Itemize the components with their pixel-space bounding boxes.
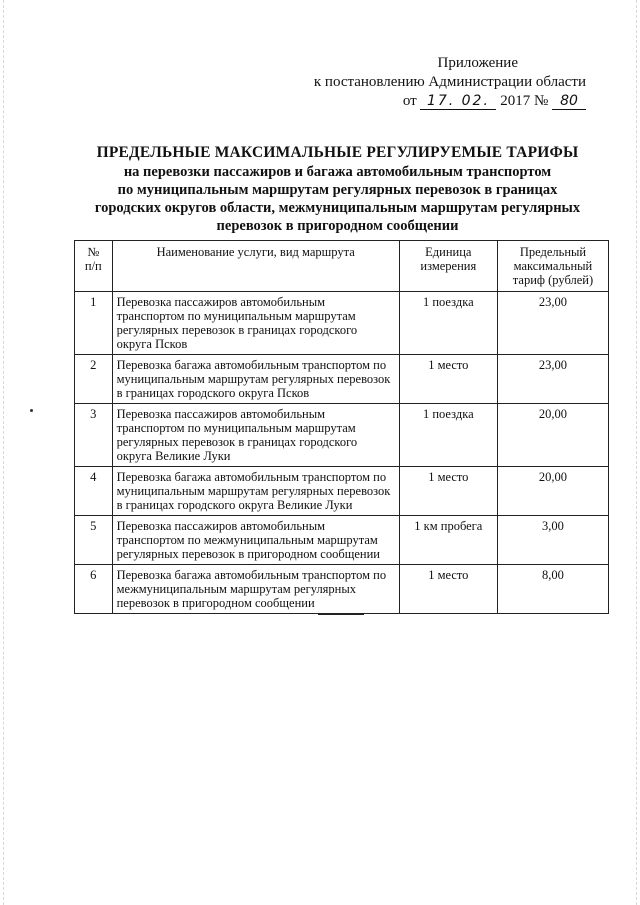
header-tariff: Предельный максимальный тариф (рублей) xyxy=(497,241,608,292)
row-number: 4 xyxy=(75,467,113,516)
table-row xyxy=(75,467,609,516)
row-number: 2 xyxy=(75,355,113,404)
row-number: 1 xyxy=(75,292,113,355)
row-service-name: Перевозка багажа автомобильным транспортом по муниципальным маршрутам регулярных перевозок в границах городского округа Псков xyxy=(112,355,399,404)
table-row xyxy=(75,355,609,404)
row-service-name: Перевозка пассажиров автомобильным транспортом по межмуниципальным маршрутам регулярных перевозок в пригородном сообщении xyxy=(112,516,399,565)
appendix-handwritten-date: 17. 02. xyxy=(420,94,496,110)
appendix-title: Приложение xyxy=(437,55,518,71)
scan-edge-left xyxy=(3,0,4,905)
row-unit: 1 км пробега xyxy=(399,516,497,565)
heading-line-1: на перевозки пассажиров и багажа автомобильным транспортом xyxy=(123,164,552,180)
row-service-name: Перевозка пассажиров автомобильным транспортом по муниципальным маршрутам регулярных перевозок в границах городского округа Псков xyxy=(112,292,399,355)
row-service-name: Перевозка пассажиров автомобильным транспортом по муниципальным маршрутам регулярных перевозок в границах городского округа Великие Луки xyxy=(112,404,399,467)
row-number: 3 xyxy=(75,404,113,467)
scan-edge-right xyxy=(636,0,637,905)
appendix-date-line xyxy=(286,92,586,111)
scan-dot xyxy=(30,409,33,412)
row-service-name: Перевозка багажа автомобильным транспортом по муниципальным маршрутам регулярных перевозок в границах городского округа Великие Луки xyxy=(112,467,399,516)
document-heading xyxy=(60,143,615,235)
closing-divider xyxy=(318,614,364,615)
heading-title: ПРЕДЕЛЬНЫЕ МАКСИМАЛЬНЫЕ РЕГУЛИРУЕМЫЕ ТАРИФЫ xyxy=(96,144,579,161)
table-row xyxy=(75,565,609,614)
row-tariff: 23,00 xyxy=(497,355,608,404)
row-tariff: 23,00 xyxy=(497,292,608,355)
row-unit: 1 место xyxy=(399,467,497,516)
row-tariff: 20,00 xyxy=(497,467,608,516)
header-number: № п/п xyxy=(75,241,113,292)
appendix-year-label: 2017 № xyxy=(500,93,549,109)
row-unit: 1 поездка xyxy=(399,292,497,355)
row-tariff: 8,00 xyxy=(497,565,608,614)
table-row xyxy=(75,404,609,467)
row-tariff: 20,00 xyxy=(497,404,608,467)
table-row xyxy=(75,292,609,355)
appendix-from-label: от xyxy=(402,93,417,109)
appendix-resolution-line: к постановлению Администрации области xyxy=(313,74,586,90)
row-unit: 1 поездка xyxy=(399,404,497,467)
row-number: 5 xyxy=(75,516,113,565)
row-unit: 1 место xyxy=(399,565,497,614)
appendix-block xyxy=(286,54,586,111)
table-header-row xyxy=(75,241,609,292)
row-unit: 1 место xyxy=(399,355,497,404)
row-tariff: 3,00 xyxy=(497,516,608,565)
heading-line-4: перевозок в пригородном сообщении xyxy=(216,218,459,234)
row-number: 6 xyxy=(75,565,113,614)
appendix-handwritten-number: 80 xyxy=(552,94,586,110)
heading-line-3: городских округов области, межмуниципальным маршрутам регулярных xyxy=(94,200,581,216)
tariff-table xyxy=(74,240,609,614)
header-unit: Единица измерения xyxy=(399,241,497,292)
row-service-name: Перевозка багажа автомобильным транспортом по межмуниципальным маршрутам регулярных перевозок в пригородном сообщении xyxy=(112,565,399,614)
header-service-name: Наименование услуги, вид маршрута xyxy=(112,241,399,292)
heading-line-2: по муниципальным маршрутам регулярных перевозок в границах xyxy=(117,182,558,198)
table-row xyxy=(75,516,609,565)
